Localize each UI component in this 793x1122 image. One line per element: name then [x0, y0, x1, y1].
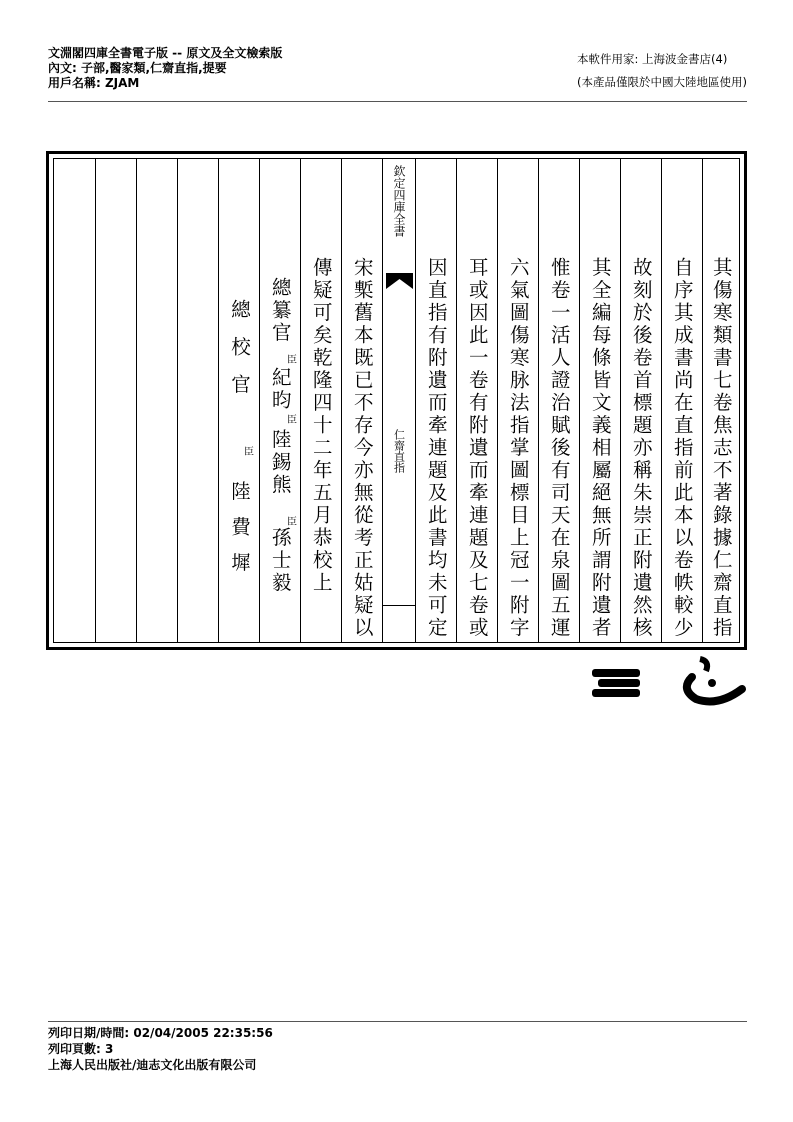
footer [48, 1025, 273, 1073]
official-column [218, 159, 259, 642]
header-licensee: 本軟件用家: 上海波金書店(4) [577, 52, 728, 66]
official-title: 總纂官 [268, 277, 292, 345]
column-text: 因直指有附遺而牽連題及此書均未可定 [424, 257, 448, 640]
column-text: 六氣圖傷寒脉法指掌圖標目上冠一附字 [506, 257, 530, 640]
text-column [579, 159, 620, 642]
official-name: 陸費墀 [228, 481, 251, 588]
banxin-column [382, 159, 415, 642]
column-text: 其傷寒類書七卷焦志不著錄據仁齋直指 [709, 257, 733, 640]
header-region: (本產品僅限於中國大陸地區使用) [577, 75, 747, 89]
text-column [415, 159, 456, 642]
official-name: 陸錫熊 [268, 429, 292, 497]
column-text: 其全編每條皆文義相屬絕無所謂附遺者 [588, 257, 612, 640]
column-text: 惟卷一活人證治賦後有司天在泉圖五運 [547, 257, 571, 640]
header-left [48, 46, 282, 91]
official-name: 紀昀 [268, 367, 292, 412]
text-column [702, 159, 739, 642]
column-text: 故刻於後卷首標題亦稱朱崇正附遺然核 [629, 257, 653, 640]
fishtail-mark [386, 273, 413, 289]
header-user: 用戶名稱: ZJAM [48, 76, 140, 90]
text-column [300, 159, 341, 642]
chen-mark: 臣 [287, 415, 297, 426]
page-frame [46, 151, 747, 650]
text-column [497, 159, 538, 642]
header-title: 文淵閣四庫全書電子版 -- 原文及全文檢索版 [48, 46, 283, 60]
banxin-rule [383, 605, 415, 606]
official-column [259, 159, 300, 642]
print-pages: 列印頁數: 3 [48, 1042, 114, 1056]
official-title: 總校官 [228, 299, 251, 412]
official-name: 孫士毅 [268, 527, 292, 595]
chen-mark: 臣 [287, 517, 297, 528]
column-text: 耳或因此一卷有附遺而牽連題及七卷或 [465, 257, 489, 640]
banxin-book-title: 仁齋直指 [392, 429, 406, 473]
empty-column [54, 159, 95, 642]
text-column [341, 159, 382, 642]
page-frame-inner [53, 158, 740, 643]
column-text: 自序其成書尚在直指前此本以卷帙較少 [670, 257, 694, 640]
header-rule [48, 101, 747, 102]
column-text: 宋槧舊本既已不存今亦無從考正姑疑以 [350, 257, 374, 640]
chen-mark: 臣 [244, 447, 254, 458]
publisher-logo [592, 655, 748, 707]
column-text: 傳疑可矣乾隆四十二年五月恭校上 [309, 257, 333, 595]
print-datetime: 列印日期/時間: 02/04/2005 22:35:56 [48, 1026, 273, 1040]
text-column [456, 159, 497, 642]
empty-column [95, 159, 136, 642]
banxin-title: 欽定四庫全書 [392, 165, 406, 237]
empty-column [177, 159, 218, 642]
header-content: 內文: 子部,醫家類,仁齋直指,提要 [48, 61, 227, 75]
empty-column [136, 159, 177, 642]
text-column [538, 159, 579, 642]
header-right [577, 48, 747, 94]
text-column [661, 159, 702, 642]
text-column [620, 159, 661, 642]
footer-rule [48, 1021, 747, 1022]
chen-mark: 臣 [287, 355, 297, 366]
publisher-line: 上海人民出版社/迪志文化出版有限公司 [48, 1058, 257, 1072]
